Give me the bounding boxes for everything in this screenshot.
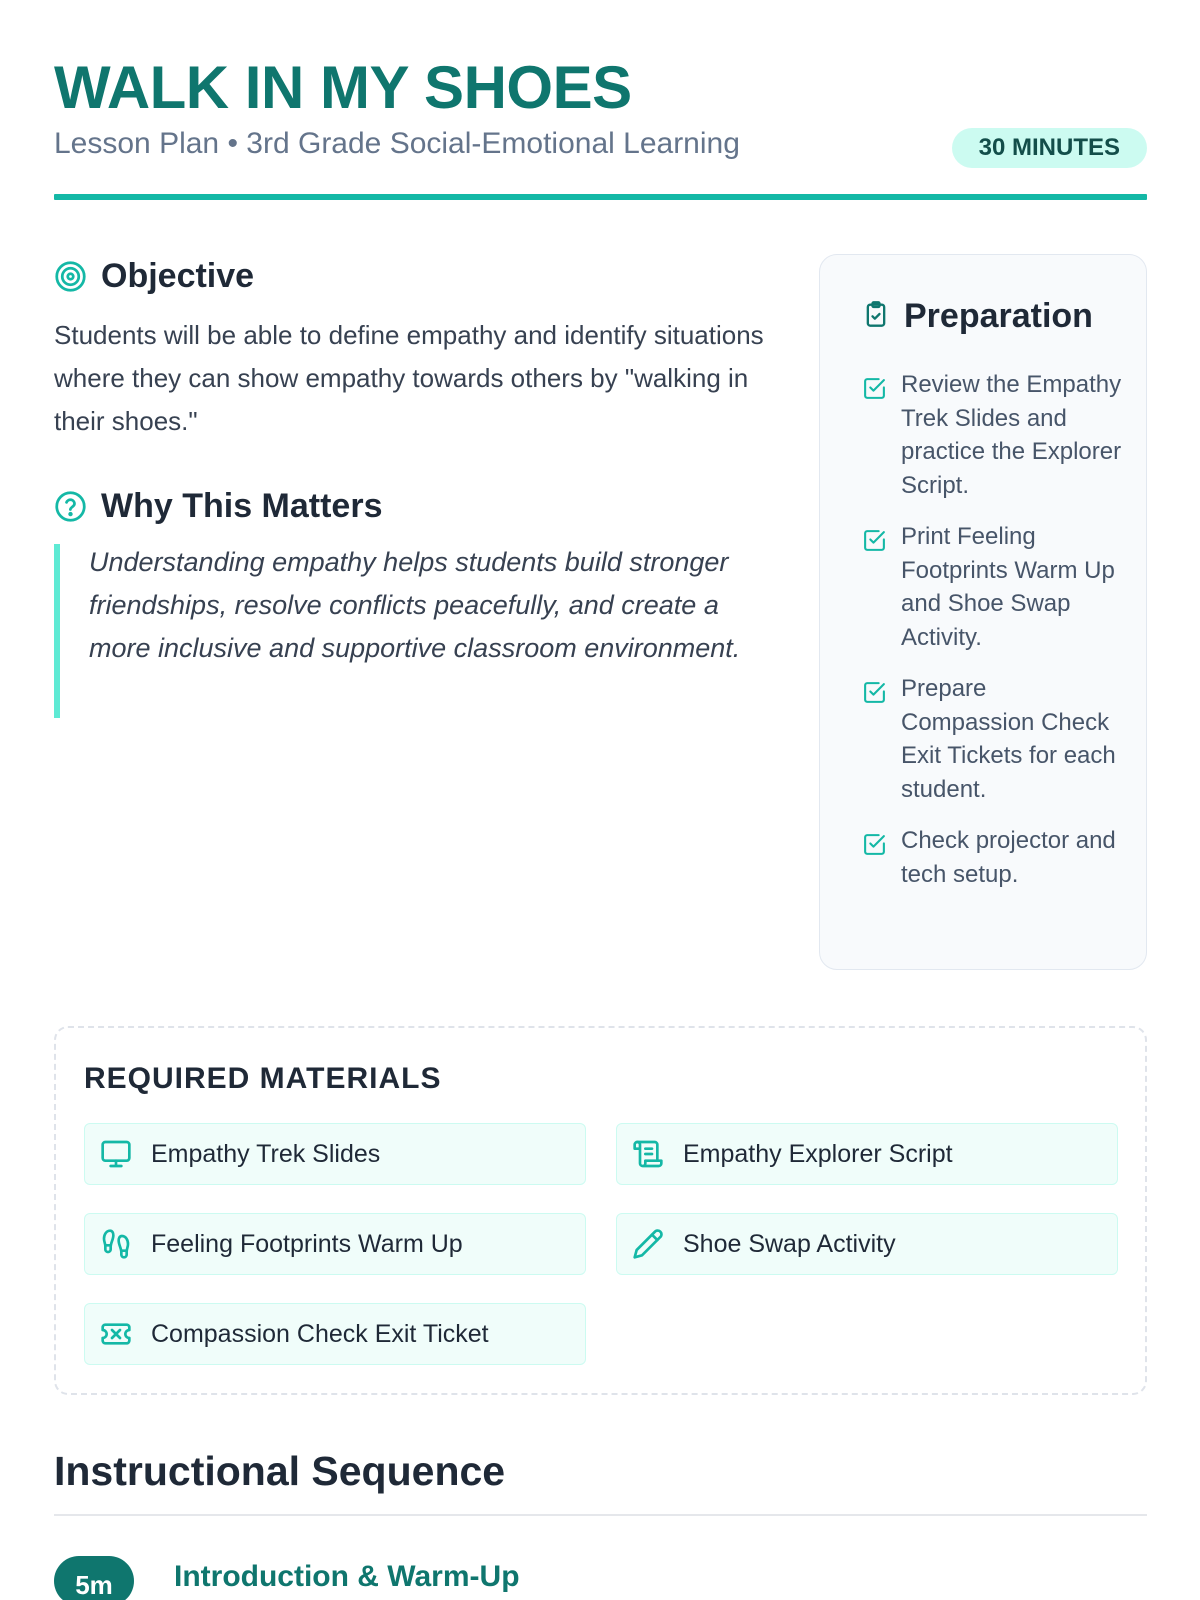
page-subtitle: Lesson Plan • 3rd Grade Social-Emotional Learning [54, 127, 740, 160]
check-square-icon [862, 376, 887, 401]
list-item [862, 672, 1122, 806]
preparation-item-text: Prepare Compassion Check Exit Tickets for each student. [901, 675, 1116, 803]
materials-panel [54, 1026, 1147, 1395]
check-square-icon [862, 832, 887, 857]
objective-heading [54, 257, 254, 296]
preparation-heading [862, 297, 1093, 336]
check-square-icon [862, 680, 887, 705]
question-circle-icon [54, 490, 87, 523]
header-divider [54, 194, 1147, 200]
material-item-exit-ticket[interactable] [84, 1303, 586, 1365]
material-label: Shoe Swap Activity [683, 1229, 896, 1258]
preparation-item-text: Print Feeling Footprints Warm Up and Shoe Swap Activity. [901, 523, 1115, 651]
target-icon [54, 260, 87, 293]
page-title: WALK IN MY SHOES [54, 54, 632, 121]
sequence-divider [54, 1514, 1147, 1516]
material-item-script[interactable] [616, 1123, 1118, 1185]
list-item [862, 520, 1122, 654]
clipboard-check-icon [862, 300, 890, 333]
duration-badge: 30 MINUTES [952, 128, 1147, 168]
materials-heading: REQUIRED MATERIALS [84, 1062, 442, 1095]
material-label: Compassion Check Exit Ticket [151, 1319, 489, 1348]
footprints-icon [99, 1227, 133, 1261]
material-label: Feeling Footprints Warm Up [151, 1229, 463, 1258]
material-item-slides[interactable] [84, 1123, 586, 1185]
material-label: Empathy Explorer Script [683, 1139, 953, 1168]
monitor-icon [99, 1137, 133, 1171]
pencil-icon [631, 1227, 665, 1261]
lesson-plan-page [54, 0, 1147, 1600]
scroll-icon [631, 1137, 665, 1171]
preparation-card [819, 254, 1147, 970]
step-duration-badge: 5m [54, 1556, 134, 1600]
preparation-heading-label: Preparation [904, 297, 1093, 335]
material-item-warmup[interactable] [84, 1213, 586, 1275]
list-item [862, 368, 1122, 502]
list-item [862, 824, 1122, 891]
ticket-icon [99, 1317, 133, 1351]
material-item-activity[interactable] [616, 1213, 1118, 1275]
sequence-heading: Instructional Sequence [54, 1448, 506, 1494]
material-label: Empathy Trek Slides [151, 1139, 381, 1168]
objective-heading-label: Objective [101, 257, 255, 295]
check-square-icon [862, 528, 887, 553]
preparation-list [862, 368, 1122, 909]
why-heading-label: Why This Matters [101, 487, 383, 525]
preparation-item-text: Check projector and tech setup. [901, 827, 1116, 888]
why-heading [54, 487, 382, 526]
why-quote-text: Understanding empathy helps students build stronger friendships, resolve conflicts peacefully, and create a more inclusive and supportive classroom environment. [89, 547, 741, 663]
step-title: Introduction & Warm-Up [174, 1560, 520, 1593]
why-quote [54, 544, 784, 718]
objective-text: Students will be able to define empathy and identify situations where they can show empathy towards others by "walking in their shoes." [54, 320, 764, 436]
preparation-item-text: Review the Empathy Trek Slides and practice the Explorer Script. [901, 371, 1122, 499]
